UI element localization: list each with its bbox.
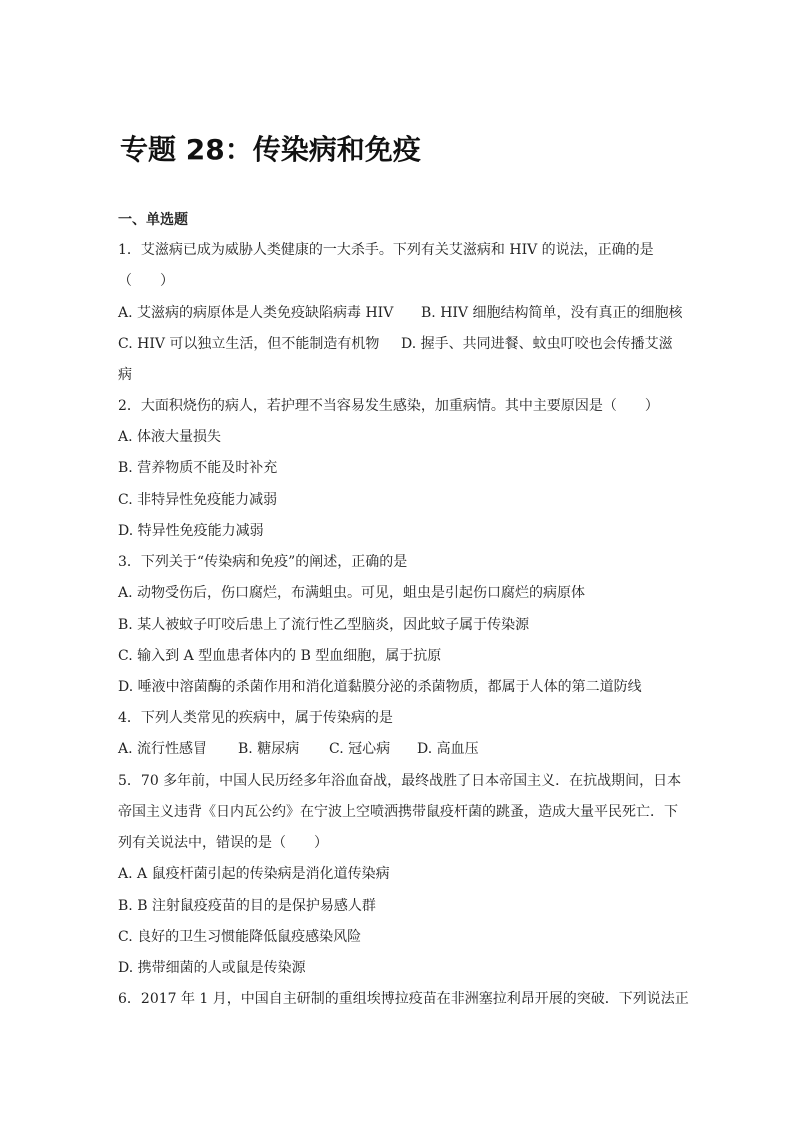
question-4-option-a: A. 流行性感冒 xyxy=(118,741,208,757)
question-4-option-d: D. 高血压 xyxy=(417,741,479,757)
question-3-option-a: A. 动物受伤后，伤口腐烂，布满蛆虫。可见，蛆虫是引起伤口腐烂的病原体 xyxy=(118,585,586,601)
question-1-stem-cont: （ ） xyxy=(118,273,174,289)
question-3-option-c: C. 输入到 A 型血患者体内的 B 型血细胞，属于抗原 xyxy=(118,648,442,664)
section-heading: 一、单选题 xyxy=(118,212,188,228)
question-3-stem: 3．下列关于“传染病和免疫”的阐述，正确的是 xyxy=(118,554,408,570)
question-5-option-c: C. 良好的卫生习惯能降低鼠疫感染风险 xyxy=(118,929,362,945)
question-5-option-d: D. 携带细菌的人或鼠是传染源 xyxy=(118,960,306,976)
question-1-stem: 1．艾滋病已成为威胁人类健康的一大杀手。下列有关艾滋病和 HIV 的说法，正确的是 xyxy=(118,242,654,258)
question-4-option-c: C. 冠心病 xyxy=(329,741,391,757)
question-5-stem: 5．70 多年前，中国人民历经多年浴血奋战，最终战胜了日本帝国主义．在抗战期间，日本 xyxy=(118,773,682,789)
question-1-option-c: C. HIV 可以独立生活，但不能制造有机物 xyxy=(118,336,380,352)
question-2-option-c: C. 非特异性免疫能力减弱 xyxy=(118,492,278,508)
question-4-option-b: B. 糖尿病 xyxy=(238,741,300,757)
question-5-option-b: B. B 注射鼠疫疫苗的目的是保护易感人群 xyxy=(118,898,376,914)
question-2-option-b: B. 营养物质不能及时补充 xyxy=(118,460,278,476)
page-title: 专题 28：传染病和免疫 xyxy=(120,133,421,166)
question-2-option-d: D. 特异性免疫能力减弱 xyxy=(118,523,264,539)
question-1-option-a: A. 艾滋病的病原体是人类免疫缺陷病毒 HIV xyxy=(118,305,394,321)
question-1-option-b: B. HIV 细胞结构简单，没有真正的细胞核 xyxy=(421,305,683,321)
question-5-stem-cont-2: 列有关说法中，错误的是（ ） xyxy=(118,835,328,851)
question-3-option-d: D. 唾液中溶菌酶的杀菌作用和消化道黏膜分泌的杀菌物质，都属于人体的第二道防线 xyxy=(118,679,642,695)
question-5-stem-cont-1: 帝国主义违背《日内瓦公约》在宁波上空喷洒携带鼠疫杆菌的跳蚤，造成大量平民死亡．下 xyxy=(118,804,678,820)
question-5-option-a: A. A 鼠疫杆菌引起的传染病是消化道传染病 xyxy=(118,866,390,882)
question-4-stem: 4．下列人类常见的疾病中，属于传染病的是 xyxy=(118,710,393,726)
question-3-option-b: B. 某人被蚊子叮咬后患上了流行性乙型脑炎，因此蚊子属于传染源 xyxy=(118,617,530,633)
question-6-stem: 6．2017 年 1 月，中国自主研制的重组埃博拉疫苗在非洲塞拉利昂开展的突破．下列说法正 xyxy=(118,991,689,1007)
question-2-option-a: A. 体液大量损失 xyxy=(118,429,222,445)
question-1-option-d: D. 握手、共同进餐、蚊虫叮咬也会传播艾滋 xyxy=(401,336,673,352)
question-1-option-d-cont: 病 xyxy=(118,367,132,383)
question-2-stem: 2．大面积烧伤的病人，若护理不当容易发生感染，加重病情。其中主要原因是（ ） xyxy=(118,398,659,414)
